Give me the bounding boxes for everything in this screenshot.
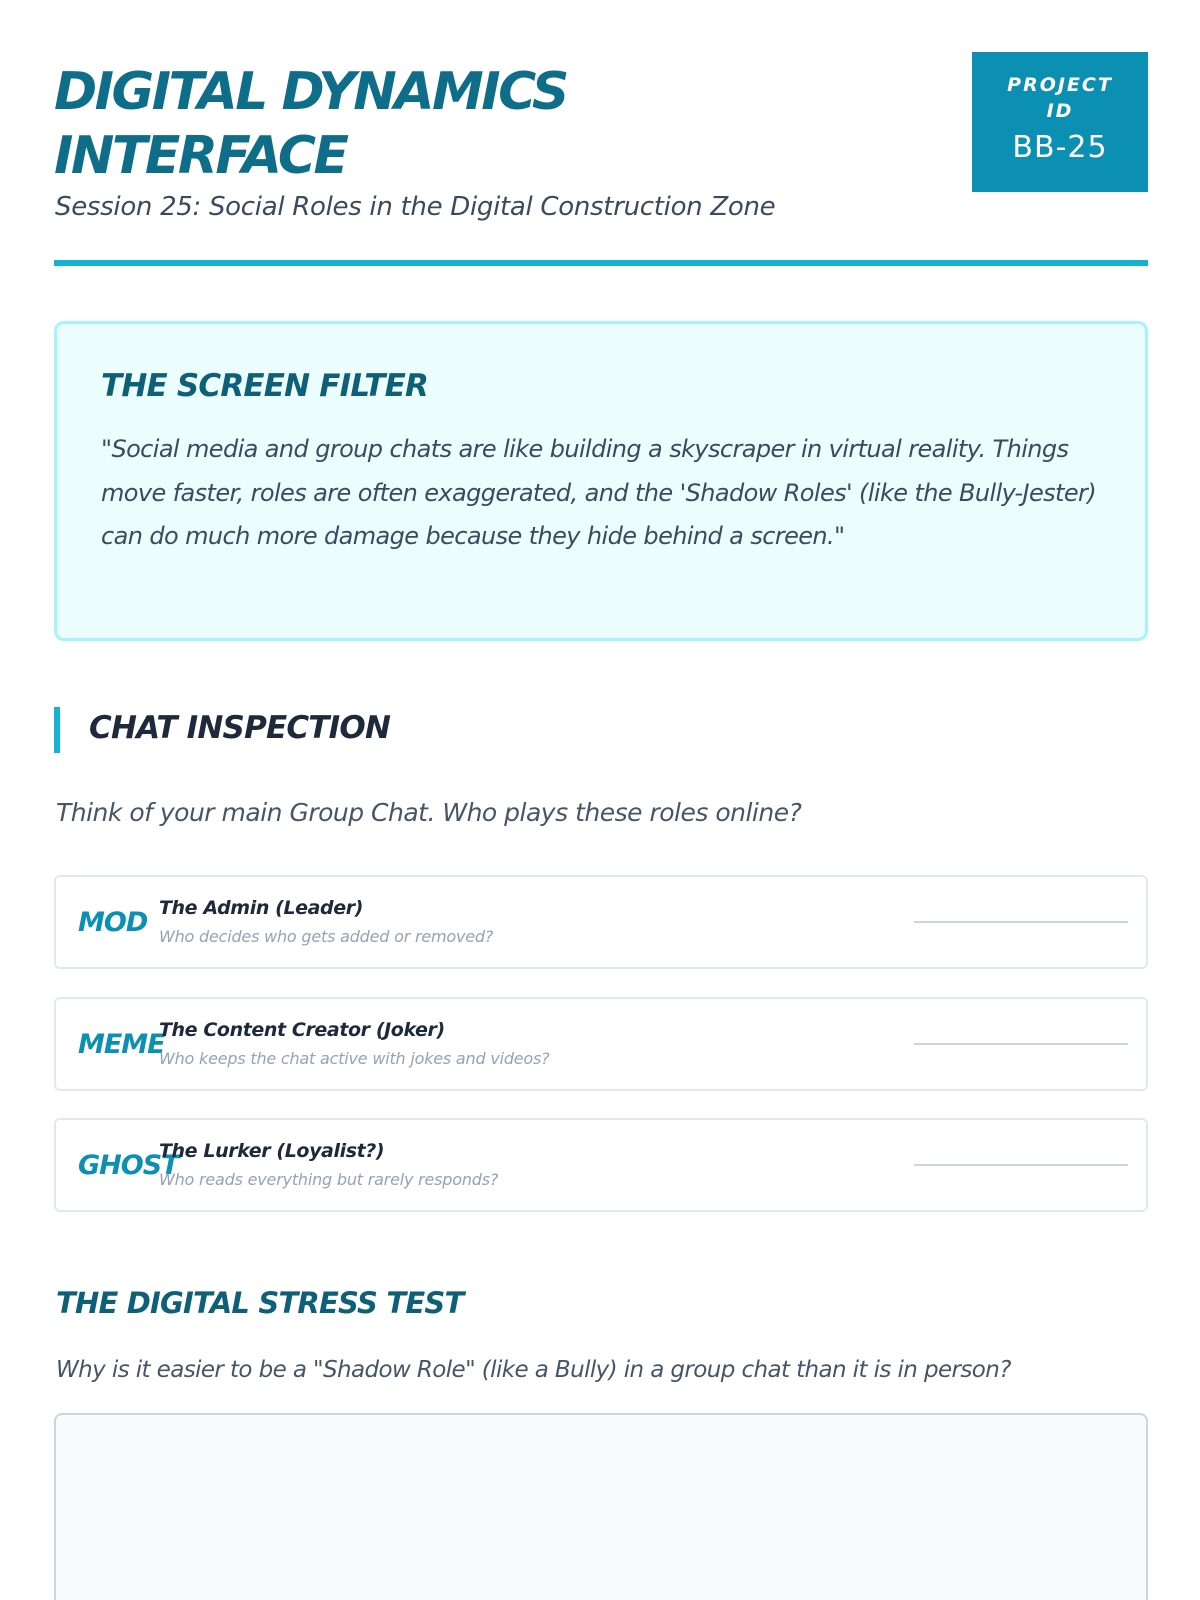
page-title-line-2: INTERFACE xyxy=(54,126,347,186)
stress-test-answer-box[interactable] xyxy=(54,1413,1148,1600)
project-id-label xyxy=(972,72,1148,124)
role-description: Who keeps the chat active with jokes and videos? xyxy=(159,1049,550,1068)
chat-inspection-accent-bar xyxy=(54,707,60,753)
role-card-meme xyxy=(54,997,1148,1091)
stress-test-title: THE DIGITAL STRESS TEST xyxy=(56,1286,464,1320)
chat-inspection-prompt: Think of your main Group Chat. Who plays these roles online? xyxy=(56,798,802,827)
role-card-ghost xyxy=(54,1118,1148,1212)
role-tag: GHOST xyxy=(78,1150,179,1181)
page-title xyxy=(54,60,914,188)
role-card-mod xyxy=(54,875,1148,969)
screen-filter-quote: "Social media and group chats are like building a skyscraper in virtual reality. Things move faster, roles are often exaggerated, and the 'Shadow Roles' (like the Bully-Jester) can do much more damage because they hide behind a screen." xyxy=(101,435,1097,550)
chat-inspection-title: CHAT INSPECTION xyxy=(89,710,391,746)
session-subtitle: Session 25: Social Roles in the Digital Construction Zone xyxy=(55,192,776,222)
role-answer-line[interactable] xyxy=(914,1164,1128,1166)
role-name: The Lurker (Loyalist?) xyxy=(159,1140,385,1162)
screen-filter-title: THE SCREEN FILTER xyxy=(101,368,429,404)
worksheet-header xyxy=(54,52,1148,268)
role-description: Who decides who gets added or removed? xyxy=(159,927,494,946)
role-name: The Admin (Leader) xyxy=(159,897,363,919)
role-description: Who reads everything but rarely responds? xyxy=(159,1170,499,1189)
screen-filter-callout xyxy=(54,321,1148,641)
stress-test-prompt: Why is it easier to be a "Shadow Role" (like a Bully) in a group chat than it is in person? xyxy=(56,1357,1011,1383)
page-title-line-1: DIGITAL DYNAMICS xyxy=(54,62,567,122)
role-answer-line[interactable] xyxy=(914,921,1128,923)
project-id-badge xyxy=(972,52,1148,192)
project-id-label-line-2: ID xyxy=(1046,100,1074,122)
project-id-label-line-1: PROJECT xyxy=(1007,74,1113,96)
project-id-value: BB-25 xyxy=(1012,130,1108,165)
header-divider xyxy=(54,260,1148,266)
role-name: The Content Creator (Joker) xyxy=(159,1019,445,1041)
role-tag: MEME xyxy=(78,1029,165,1060)
role-tag: MOD xyxy=(78,907,148,938)
role-answer-line[interactable] xyxy=(914,1043,1128,1045)
